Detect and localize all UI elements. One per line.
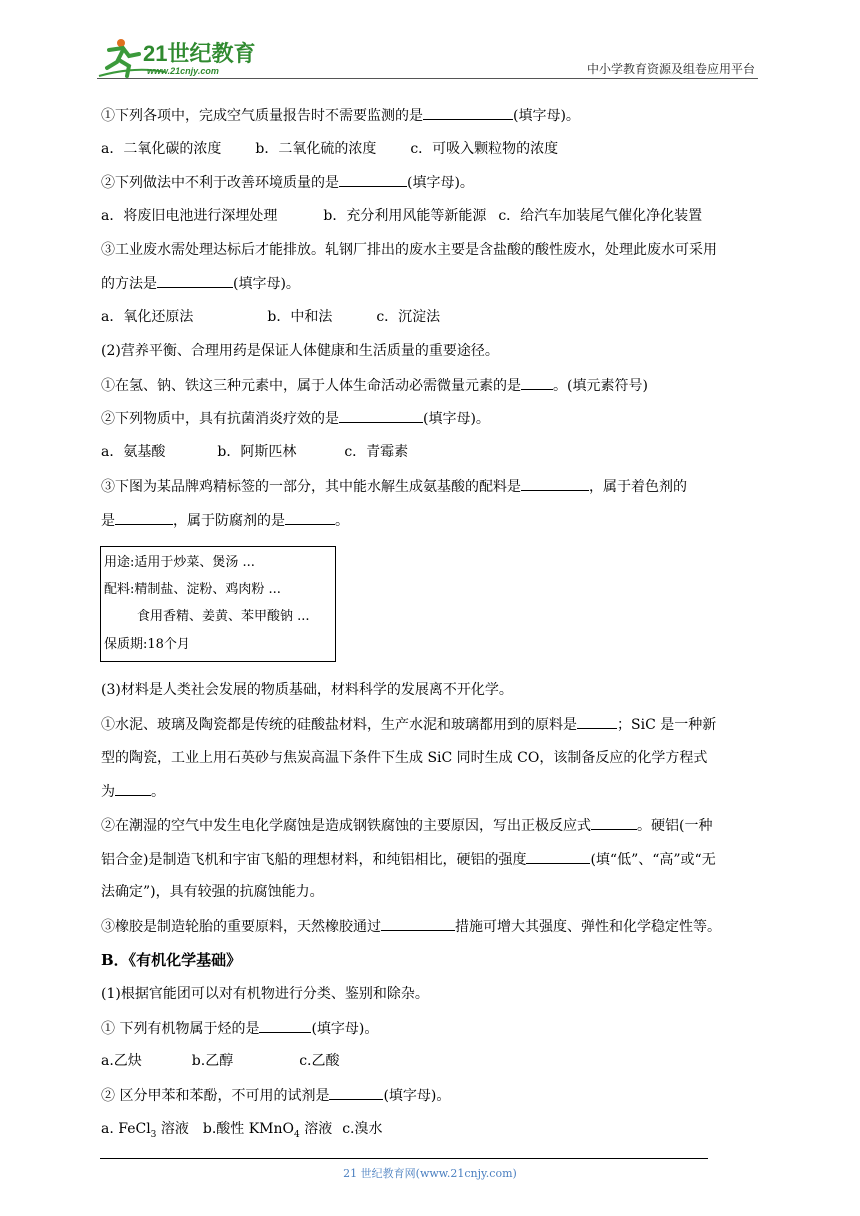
- footer-divider: [100, 1158, 708, 1159]
- product-label-box: [100, 546, 336, 662]
- site-logo: [95, 36, 270, 80]
- question-line: ③橡胶是制造轮胎的重要原料，天然橡胶通过 措施可增大其强度、弹性和化学稳定性等。: [101, 919, 721, 935]
- answer-blank: [157, 274, 233, 288]
- label-shelf-life: 保质期:18个月: [104, 637, 190, 652]
- question-line: 铝合金)是制造飞机和宇宙飞船的理想材料，和纯铝相比，硬铝的强度 (填“低”、“高”或“无: [101, 852, 716, 868]
- svg-text:21世纪教育: 21世纪教育: [143, 41, 256, 66]
- answer-blank: [591, 816, 637, 830]
- section-line: (3)材料是人类社会发展的物质基础，材料科学的发展离不开化学。: [101, 682, 513, 698]
- answer-blank: [526, 850, 590, 864]
- answer-blank: [339, 409, 423, 423]
- question-line: ①在氢、钠、铁这三种元素中，属于人体生命活动必需微量元素的是 。(填元素符号): [101, 378, 648, 394]
- question-line: ①下列各项中，完成空气质量报告时不需要监测的是 (填字母)。: [101, 108, 580, 124]
- answer-blank: [329, 1086, 383, 1100]
- question-line: ① 下列有机物属于烃的是 (填字母)。: [101, 1021, 379, 1037]
- question-line: 法确定”)，具有较强的抗腐蚀能力。: [101, 884, 324, 900]
- question-line: ②下列做法中不利于改善环境质量的是 (填字母)。: [101, 175, 474, 191]
- platform-name: 中小学教育资源及组卷应用平台: [586, 62, 755, 76]
- question-line: ②下列物质中，具有抗菌消炎疗效的是 (填字母)。: [101, 411, 490, 427]
- section-heading: B．《有机化学基础》: [101, 951, 242, 969]
- question-line: ② 区分甲苯和苯酚，不可用的试剂是 (填字母)。: [101, 1088, 451, 1104]
- question-line: 的方法是 (填字母)。: [101, 276, 300, 292]
- options-line: a．氧化还原法 b．中和法 c．沉淀法: [101, 309, 441, 325]
- answer-blank: [521, 477, 589, 491]
- header-divider: [97, 78, 758, 79]
- label-ingredients-cont: 食用香精、姜黄、苯甲酸钠 ...: [137, 609, 310, 624]
- options-line: a．氨基酸 b．阿斯匹林 c．青霉素: [101, 444, 409, 460]
- answer-blank: [381, 917, 455, 931]
- question-line: ②在潮湿的空气中发生电化学腐蚀是造成钢铁腐蚀的主要原因，写出正极反应式 。硬铝(一种: [101, 818, 713, 834]
- question-line: 型的陶瓷，工业上用石英砂与焦炭高温下条件下生成 SiC 同时生成 CO，该制备反应的化学方程式: [101, 750, 708, 766]
- footer-text: 21 世纪教育网(www.21cnjy.com): [343, 1167, 517, 1180]
- options-line: a.乙炔 b.乙醇 c.乙酸: [101, 1053, 340, 1069]
- question-line: 为 。: [101, 784, 165, 800]
- options-line: a. FeCl$_3$ 溶液 b.酸性 KMnO$_4$ 溶液 c.溴水: [101, 1121, 383, 1140]
- section-line: (2)营养平衡、合理用药是保证人体健康和生活质量的重要途径。: [101, 343, 499, 359]
- answer-blank: [115, 511, 173, 525]
- answer-blank: [115, 782, 151, 796]
- options-line: a．二氧化碳的浓度 b．二氧化硫的浓度 c．可吸入颗粒物的浓度: [101, 141, 559, 157]
- answer-blank: [285, 511, 335, 525]
- answer-blank: [577, 715, 617, 729]
- question-line: ③工业废水需处理达标后才能排放。轧钢厂排出的废水主要是含盐酸的酸性废水，处理此废水可采用: [101, 242, 717, 258]
- section-line: (1)根据官能团可以对有机物进行分类、鉴别和除杂。: [101, 986, 429, 1002]
- answer-blank: [521, 376, 553, 390]
- page-header: [0, 0, 860, 90]
- question-line: ③下图为某品牌鸡精标签的一部分，其中能水解生成氨基酸的配料是 ，属于着色剂的: [101, 479, 687, 495]
- question-line: ①水泥、玻璃及陶瓷都是传统的硅酸盐材料，生产水泥和玻璃都用到的原料是 ；SiC 是一种新: [101, 717, 717, 733]
- answer-blank: [259, 1019, 311, 1033]
- label-ingredients: 配料:精制盐、淀粉、鸡肉粉 ...: [104, 582, 281, 597]
- answer-blank: [339, 173, 407, 187]
- label-usage: 用途:适用于炒菜、煲汤 ...: [104, 555, 255, 570]
- question-line: 是 ，属于防腐剂的是 。: [101, 513, 349, 529]
- svg-text:www.21cnjy.com: www.21cnjy.com: [147, 66, 219, 76]
- options-line: a．将废旧电池进行深埋处理 b．充分利用风能等新能源 c．给汽车加装尾气催化净化装置: [101, 208, 703, 224]
- answer-blank: [423, 106, 513, 120]
